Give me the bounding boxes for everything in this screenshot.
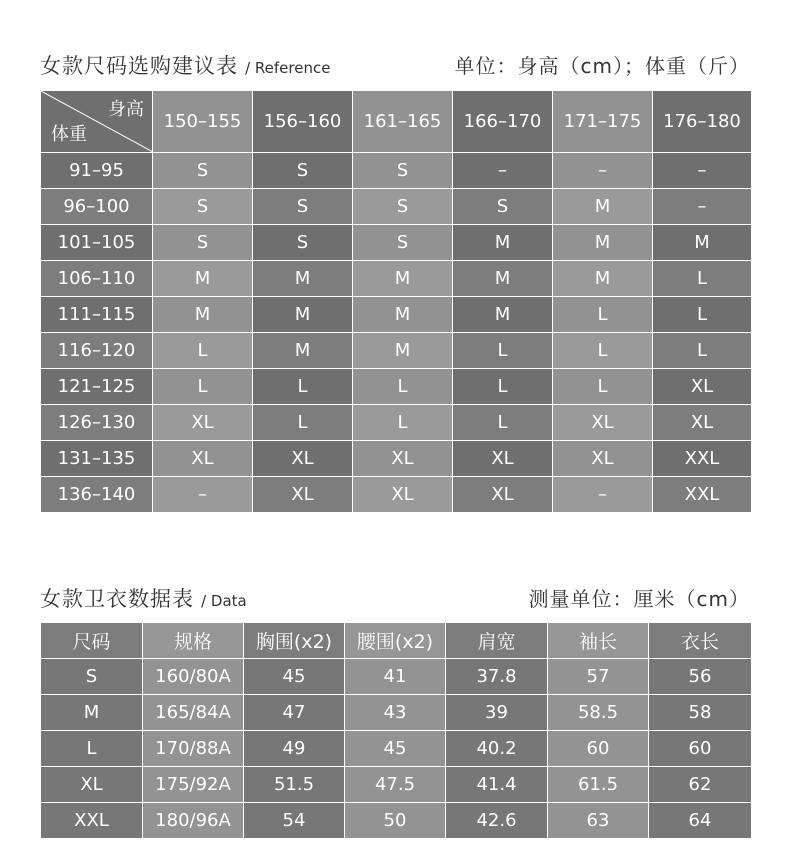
size-recommendation-cell: S [353,189,453,225]
size-label-cell: S [41,659,143,695]
size-guide-row [41,477,752,513]
size-recommendation-cell: L [353,369,453,405]
measurement-cell: 58 [649,695,752,731]
measurement-row [41,695,752,731]
size-recommendation-cell: XXL [653,441,752,477]
measurement-cell: 49 [244,731,345,767]
size-label-cell: XL [41,767,143,803]
data-sheet-unit: 测量单位：厘米（cm） [528,587,750,611]
size-recommendation-cell: – [653,153,752,189]
size-recommendation-cell: XL [253,477,353,513]
weight-range-cell: 101–105 [41,225,153,261]
size-recommendation-cell: M [353,297,453,333]
size-recommendation-cell: S [253,189,353,225]
size-recommendation-cell: M [653,225,752,261]
height-header: 166–170 [453,91,553,153]
measurement-row [41,803,752,839]
height-header: 171–175 [553,91,653,153]
size-recommendation-cell: – [653,189,752,225]
size-recommendation-cell: S [253,153,353,189]
size-guide-unit: 单位：身高（cm）；体重（斤） [454,54,750,78]
size-recommendation-cell: L [553,369,653,405]
measurement-cell: 41.4 [446,767,548,803]
size-recommendation-cell: S [153,225,253,261]
measurement-cell: 56 [649,659,752,695]
size-recommendation-cell: – [553,477,653,513]
size-recommendation-cell: M [153,261,253,297]
height-header: 176–180 [653,91,752,153]
measurement-cell: 45 [244,659,345,695]
weight-range-cell: 111–115 [41,297,153,333]
height-header: 156–160 [253,91,353,153]
size-recommendation-cell: M [553,261,653,297]
size-recommendation-cell: XL [553,405,653,441]
size-recommendation-cell: M [253,261,353,297]
measurement-cell: 58.5 [548,695,649,731]
size-recommendation-cell: M [453,297,553,333]
measurement-cell: 39 [446,695,548,731]
size-recommendation-cell: S [353,225,453,261]
size-recommendation-cell: L [653,261,752,297]
data-sheet-subtitle: / Data [201,592,247,610]
size-recommendation-cell: M [153,297,253,333]
size-recommendation-cell: XL [353,477,453,513]
measurement-cell: 62 [649,767,752,803]
measurement-cell: 180/96A [143,803,244,839]
size-recommendation-cell: S [253,225,353,261]
weight-range-cell: 96–100 [41,189,153,225]
measurement-cell: 160/80A [143,659,244,695]
measurement-cell: 170/88A [143,731,244,767]
measurement-cell: 60 [649,731,752,767]
measurement-cell: 175/92A [143,767,244,803]
measurement-row [41,767,752,803]
weight-range-cell: 131–135 [41,441,153,477]
size-label-cell: L [41,731,143,767]
size-recommendation-cell: L [553,333,653,369]
size-recommendation-cell: M [453,261,553,297]
size-guide-header [40,50,750,80]
measurement-header: 规格 [143,623,244,659]
size-guide-title: 女款尺码选购建议表 [40,54,238,78]
size-recommendation-cell: – [153,477,253,513]
measurement-row [41,659,752,695]
measurement-cell: 51.5 [244,767,345,803]
size-guide-subtitle: / Reference [245,59,331,77]
measurement-header: 胸围(x2) [244,623,345,659]
size-guide-title-group [40,50,330,80]
measurement-cell: 47.5 [345,767,446,803]
measurement-cell: 41 [345,659,446,695]
size-recommendation-cell: XL [453,477,553,513]
height-header: 161–165 [353,91,453,153]
size-recommendation-cell: L [153,333,253,369]
data-sheet-header [40,583,750,613]
data-sheet-title: 女款卫衣数据表 [40,587,194,611]
size-recommendation-cell: L [453,369,553,405]
measurement-cell: 54 [244,803,345,839]
measurement-cell: 45 [345,731,446,767]
measurement-cell: 63 [548,803,649,839]
weight-range-cell: 121–125 [41,369,153,405]
size-guide-row [41,153,752,189]
measurement-table [40,622,752,839]
height-header: 150–155 [153,91,253,153]
size-recommendation-cell: XL [453,441,553,477]
size-guide-row [41,369,752,405]
measurement-header: 肩宽 [446,623,548,659]
size-recommendation-cell: M [353,261,453,297]
size-recommendation-cell: S [153,189,253,225]
measurement-cell: 37.8 [446,659,548,695]
size-guide-table [40,90,752,513]
measurement-row [41,731,752,767]
measurement-header: 腰围(x2) [345,623,446,659]
size-recommendation-cell: L [453,333,553,369]
measurement-header: 袖长 [548,623,649,659]
size-recommendation-cell: XL [153,405,253,441]
measurement-cell: 64 [649,803,752,839]
size-guide-row [41,225,752,261]
size-guide-row [41,333,752,369]
size-recommendation-cell: L [553,297,653,333]
size-recommendation-cell: – [553,153,653,189]
size-recommendation-cell: M [553,225,653,261]
size-recommendation-cell: – [453,153,553,189]
size-recommendation-cell: M [553,189,653,225]
measurement-cell: 47 [244,695,345,731]
measurement-header: 尺码 [41,623,143,659]
size-recommendation-cell: XL [253,441,353,477]
size-recommendation-cell: L [353,405,453,441]
measurement-header: 衣长 [649,623,752,659]
size-recommendation-cell: M [453,225,553,261]
size-recommendation-cell: L [653,333,752,369]
size-recommendation-cell: XL [353,441,453,477]
size-recommendation-cell: M [353,333,453,369]
measurement-cell: 42.6 [446,803,548,839]
measurement-cell: 43 [345,695,446,731]
size-guide-row [41,441,752,477]
size-recommendation-cell: S [353,153,453,189]
corner-height-label: 身高 [108,99,144,120]
size-guide-row [41,189,752,225]
weight-range-cell: 116–120 [41,333,153,369]
weight-range-cell: 126–130 [41,405,153,441]
measurement-cell: 61.5 [548,767,649,803]
size-recommendation-cell: XL [653,405,752,441]
size-recommendation-cell: L [653,297,752,333]
weight-range-cell: 136–140 [41,477,153,513]
corner-weight-label: 体重 [51,124,87,145]
measurement-cell: 50 [345,803,446,839]
size-recommendation-cell: XL [553,441,653,477]
weight-range-cell: 91–95 [41,153,153,189]
size-recommendation-cell: XXL [653,477,752,513]
size-recommendation-cell: XL [153,441,253,477]
measurement-cell: 60 [548,731,649,767]
size-guide-row [41,261,752,297]
measurement-cell: 40.2 [446,731,548,767]
size-recommendation-cell: S [153,153,253,189]
size-recommendation-cell: L [153,369,253,405]
size-label-cell: M [41,695,143,731]
size-recommendation-cell: M [253,333,353,369]
measurement-cell: 165/84A [143,695,244,731]
size-guide-header-row [41,91,752,153]
data-sheet-title-group [40,583,247,613]
size-recommendation-cell: M [253,297,353,333]
measurement-cell: 57 [548,659,649,695]
size-recommendation-cell: L [253,405,353,441]
corner-cell [41,91,153,153]
size-label-cell: XXL [41,803,143,839]
size-recommendation-cell: L [453,405,553,441]
size-guide-row [41,405,752,441]
size-recommendation-cell: S [453,189,553,225]
weight-range-cell: 106–110 [41,261,153,297]
size-recommendation-cell: L [253,369,353,405]
size-recommendation-cell: XL [653,369,752,405]
size-guide-row [41,297,752,333]
measurement-header-row [41,623,752,659]
